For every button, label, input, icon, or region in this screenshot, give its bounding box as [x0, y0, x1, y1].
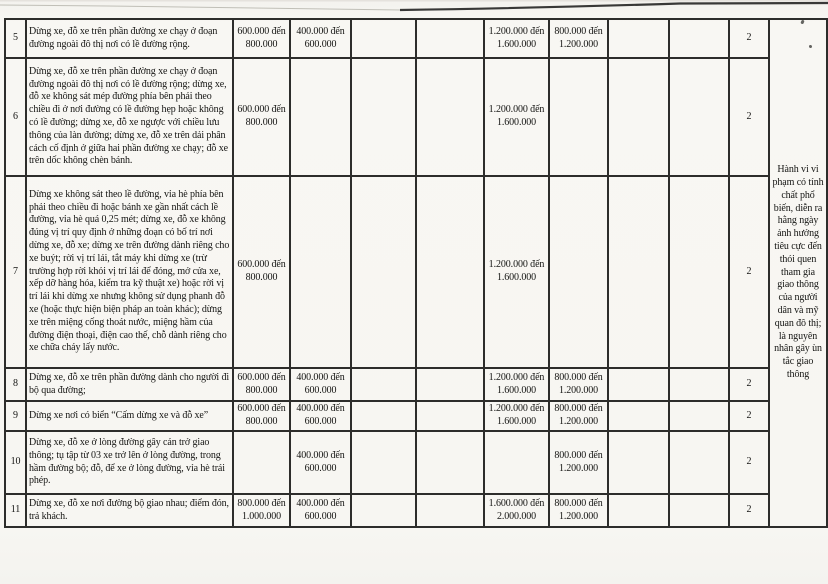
fine-range-4: 800.000 đến 1.200.000	[549, 368, 608, 401]
empty-cell	[416, 368, 484, 401]
empty-cell	[351, 58, 416, 176]
empty-cell	[351, 19, 416, 58]
fine-range-3: 1.200.000 đến 1.600.000	[484, 401, 549, 431]
fine-range-1: 600.000 đến 800.000	[233, 176, 290, 368]
row-number: 7	[5, 176, 26, 368]
fine-range-3: 1.200.000 đến 1.600.000	[484, 58, 549, 176]
empty-cell	[416, 58, 484, 176]
violation-description: Dừng xe, đỗ xe nơi đường bộ giao nhau; điểm đón, trả khách.	[26, 494, 233, 527]
violation-fines-table	[4, 18, 828, 528]
empty-cell	[351, 431, 416, 494]
fine-range-1: 600.000 đến 800.000	[233, 401, 290, 431]
empty-cell	[416, 176, 484, 368]
row-number: 8	[5, 368, 26, 401]
fine-range-2: 400.000 đến 600.000	[290, 401, 351, 431]
scan-edge-shadow	[0, 0, 828, 2]
fine-range-1: 600.000 đến 800.000	[233, 58, 290, 176]
points-cell: 2	[729, 494, 769, 527]
fine-range-2: 400.000 đến 600.000	[290, 431, 351, 494]
empty-cell	[608, 431, 669, 494]
violation-description: Dừng xe, đỗ xe ở lòng đường gây cản trở giao thông; tụ tập từ 03 xe trở lên ở lòng đường, trong hầm đường bộ; đỗ, để xe ở lòng đường, vỉa hè trái phép.	[26, 431, 233, 494]
empty-cell	[416, 401, 484, 431]
empty-cell	[351, 176, 416, 368]
page-edge-line	[0, 5, 400, 10]
fine-range-1	[233, 431, 290, 494]
row-number: 11	[5, 494, 26, 527]
empty-cell	[351, 401, 416, 431]
empty-cell	[416, 19, 484, 58]
violation-description: Dừng xe, đỗ xe trên phần đường xe chạy ở đoạn đường ngoài đô thị nơi có lề đường rộng; dừng xe, đỗ xe không sát mép đường phía bên phải theo chiều đi ở nơi đường có lề đường hẹp hoặc không có lề đường; dừng xe, đỗ xe ngược với chiều lưu thông của làn đường; dừng xe, đỗ xe trên dải phân cách cố định ở giữa hai phần đường xe chạy; đỗ xe trên dốc không chèn bánh.	[26, 58, 233, 176]
violation-description: Dừng xe, đỗ xe trên phần đường dành cho người đi bộ qua đường;	[26, 368, 233, 401]
empty-cell	[669, 494, 729, 527]
row-number: 9	[5, 401, 26, 431]
empty-cell	[351, 368, 416, 401]
points-cell: 2	[729, 58, 769, 176]
table-row	[5, 494, 827, 527]
empty-cell	[608, 368, 669, 401]
fine-range-4	[549, 176, 608, 368]
row-number: 10	[5, 431, 26, 494]
points-cell: 2	[729, 19, 769, 58]
table-row	[5, 431, 827, 494]
empty-cell	[669, 431, 729, 494]
empty-cell	[608, 494, 669, 527]
note-cell: Hành vi vi phạm có tính chất phổ biến, diễn ra hằng ngày ảnh hưởng tiêu cực đến thói quen tham gia giao thông của người dân và mỹ quan đô thị; là nguyên nhân gây ùn tắc giao thông	[769, 19, 827, 527]
fine-range-4: 800.000 đến 1.200.000	[549, 401, 608, 431]
empty-cell	[669, 19, 729, 58]
table-row	[5, 58, 827, 176]
violation-description: Dừng xe nơi có biển “Cấm dừng xe và đỗ xe”	[26, 401, 233, 431]
fine-range-2: 400.000 đến 600.000	[290, 19, 351, 58]
empty-cell	[669, 176, 729, 368]
violation-description: Dừng xe, đỗ xe trên phần đường xe chạy ở đoạn đường ngoài đô thị nơi có lề đường rộng.	[26, 19, 233, 58]
fine-range-3	[484, 431, 549, 494]
points-cell: 2	[729, 401, 769, 431]
empty-cell	[608, 176, 669, 368]
fine-range-4	[549, 58, 608, 176]
empty-cell	[608, 58, 669, 176]
table-row	[5, 176, 827, 368]
fine-range-2: 400.000 đến 600.000	[290, 368, 351, 401]
fine-range-2	[290, 58, 351, 176]
empty-cell	[351, 494, 416, 527]
table-row	[5, 19, 827, 58]
page-fold-line	[400, 3, 828, 10]
fine-range-1: 600.000 đến 800.000	[233, 19, 290, 58]
table-row	[5, 401, 827, 431]
fine-range-3: 1.200.000 đến 1.600.000	[484, 368, 549, 401]
empty-cell	[669, 58, 729, 176]
fine-range-2: 400.000 đến 600.000	[290, 494, 351, 527]
row-number: 6	[5, 58, 26, 176]
fine-range-3: 1.200.000 đến 1.600.000	[484, 19, 549, 58]
fine-range-1: 600.000 đến 800.000	[233, 368, 290, 401]
fine-range-3: 1.200.000 đến 1.600.000	[484, 176, 549, 368]
violation-description: Dừng xe không sát theo lề đường, vỉa hè phía bên phải theo chiều đi hoặc bánh xe gần nhất cách lề đường, vỉa hè quá 0,25 mét; dừng xe, đỗ xe không đúng vị trí quy định ở những đoạn có bố trí nơi dừng xe, đỗ xe; dừng xe trên đường dành riêng cho xe buýt; rời vị trí lái, tắt máy khi dừng xe (trừ trường hợp rời khỏi vị trí lái để đóng, mở cửa xe, xếp dỡ hàng hóa, kiểm tra kỹ thuật xe) hoặc rời vị trí lái khi dừng xe nhưng không sử dụng phanh đỗ xe (hoặc thực hiện biện pháp an toàn khác); dừng xe trên miệng cống thoát nước, miệng hầm của đường điện thoại, điện cao thế, chỗ dành riêng cho xe chữa cháy lấy nước.	[26, 176, 233, 368]
fine-range-3: 1.600.000 đến 2.000.000	[484, 494, 549, 527]
fine-range-1: 800.000 đến 1.000.000	[233, 494, 290, 527]
empty-cell	[608, 401, 669, 431]
fine-range-4: 800.000 đến 1.200.000	[549, 494, 608, 527]
empty-cell	[608, 19, 669, 58]
row-number: 5	[5, 19, 26, 58]
empty-cell	[669, 368, 729, 401]
fine-range-2	[290, 176, 351, 368]
fine-range-4: 800.000 đến 1.200.000	[549, 19, 608, 58]
empty-cell	[416, 494, 484, 527]
empty-cell	[669, 401, 729, 431]
empty-cell	[416, 431, 484, 494]
points-cell: 2	[729, 368, 769, 401]
fine-range-4: 800.000 đến 1.200.000	[549, 431, 608, 494]
scan-edge-artifact	[0, 0, 828, 18]
points-cell: 2	[729, 431, 769, 494]
table-row	[5, 368, 827, 401]
points-cell: 2	[729, 176, 769, 368]
